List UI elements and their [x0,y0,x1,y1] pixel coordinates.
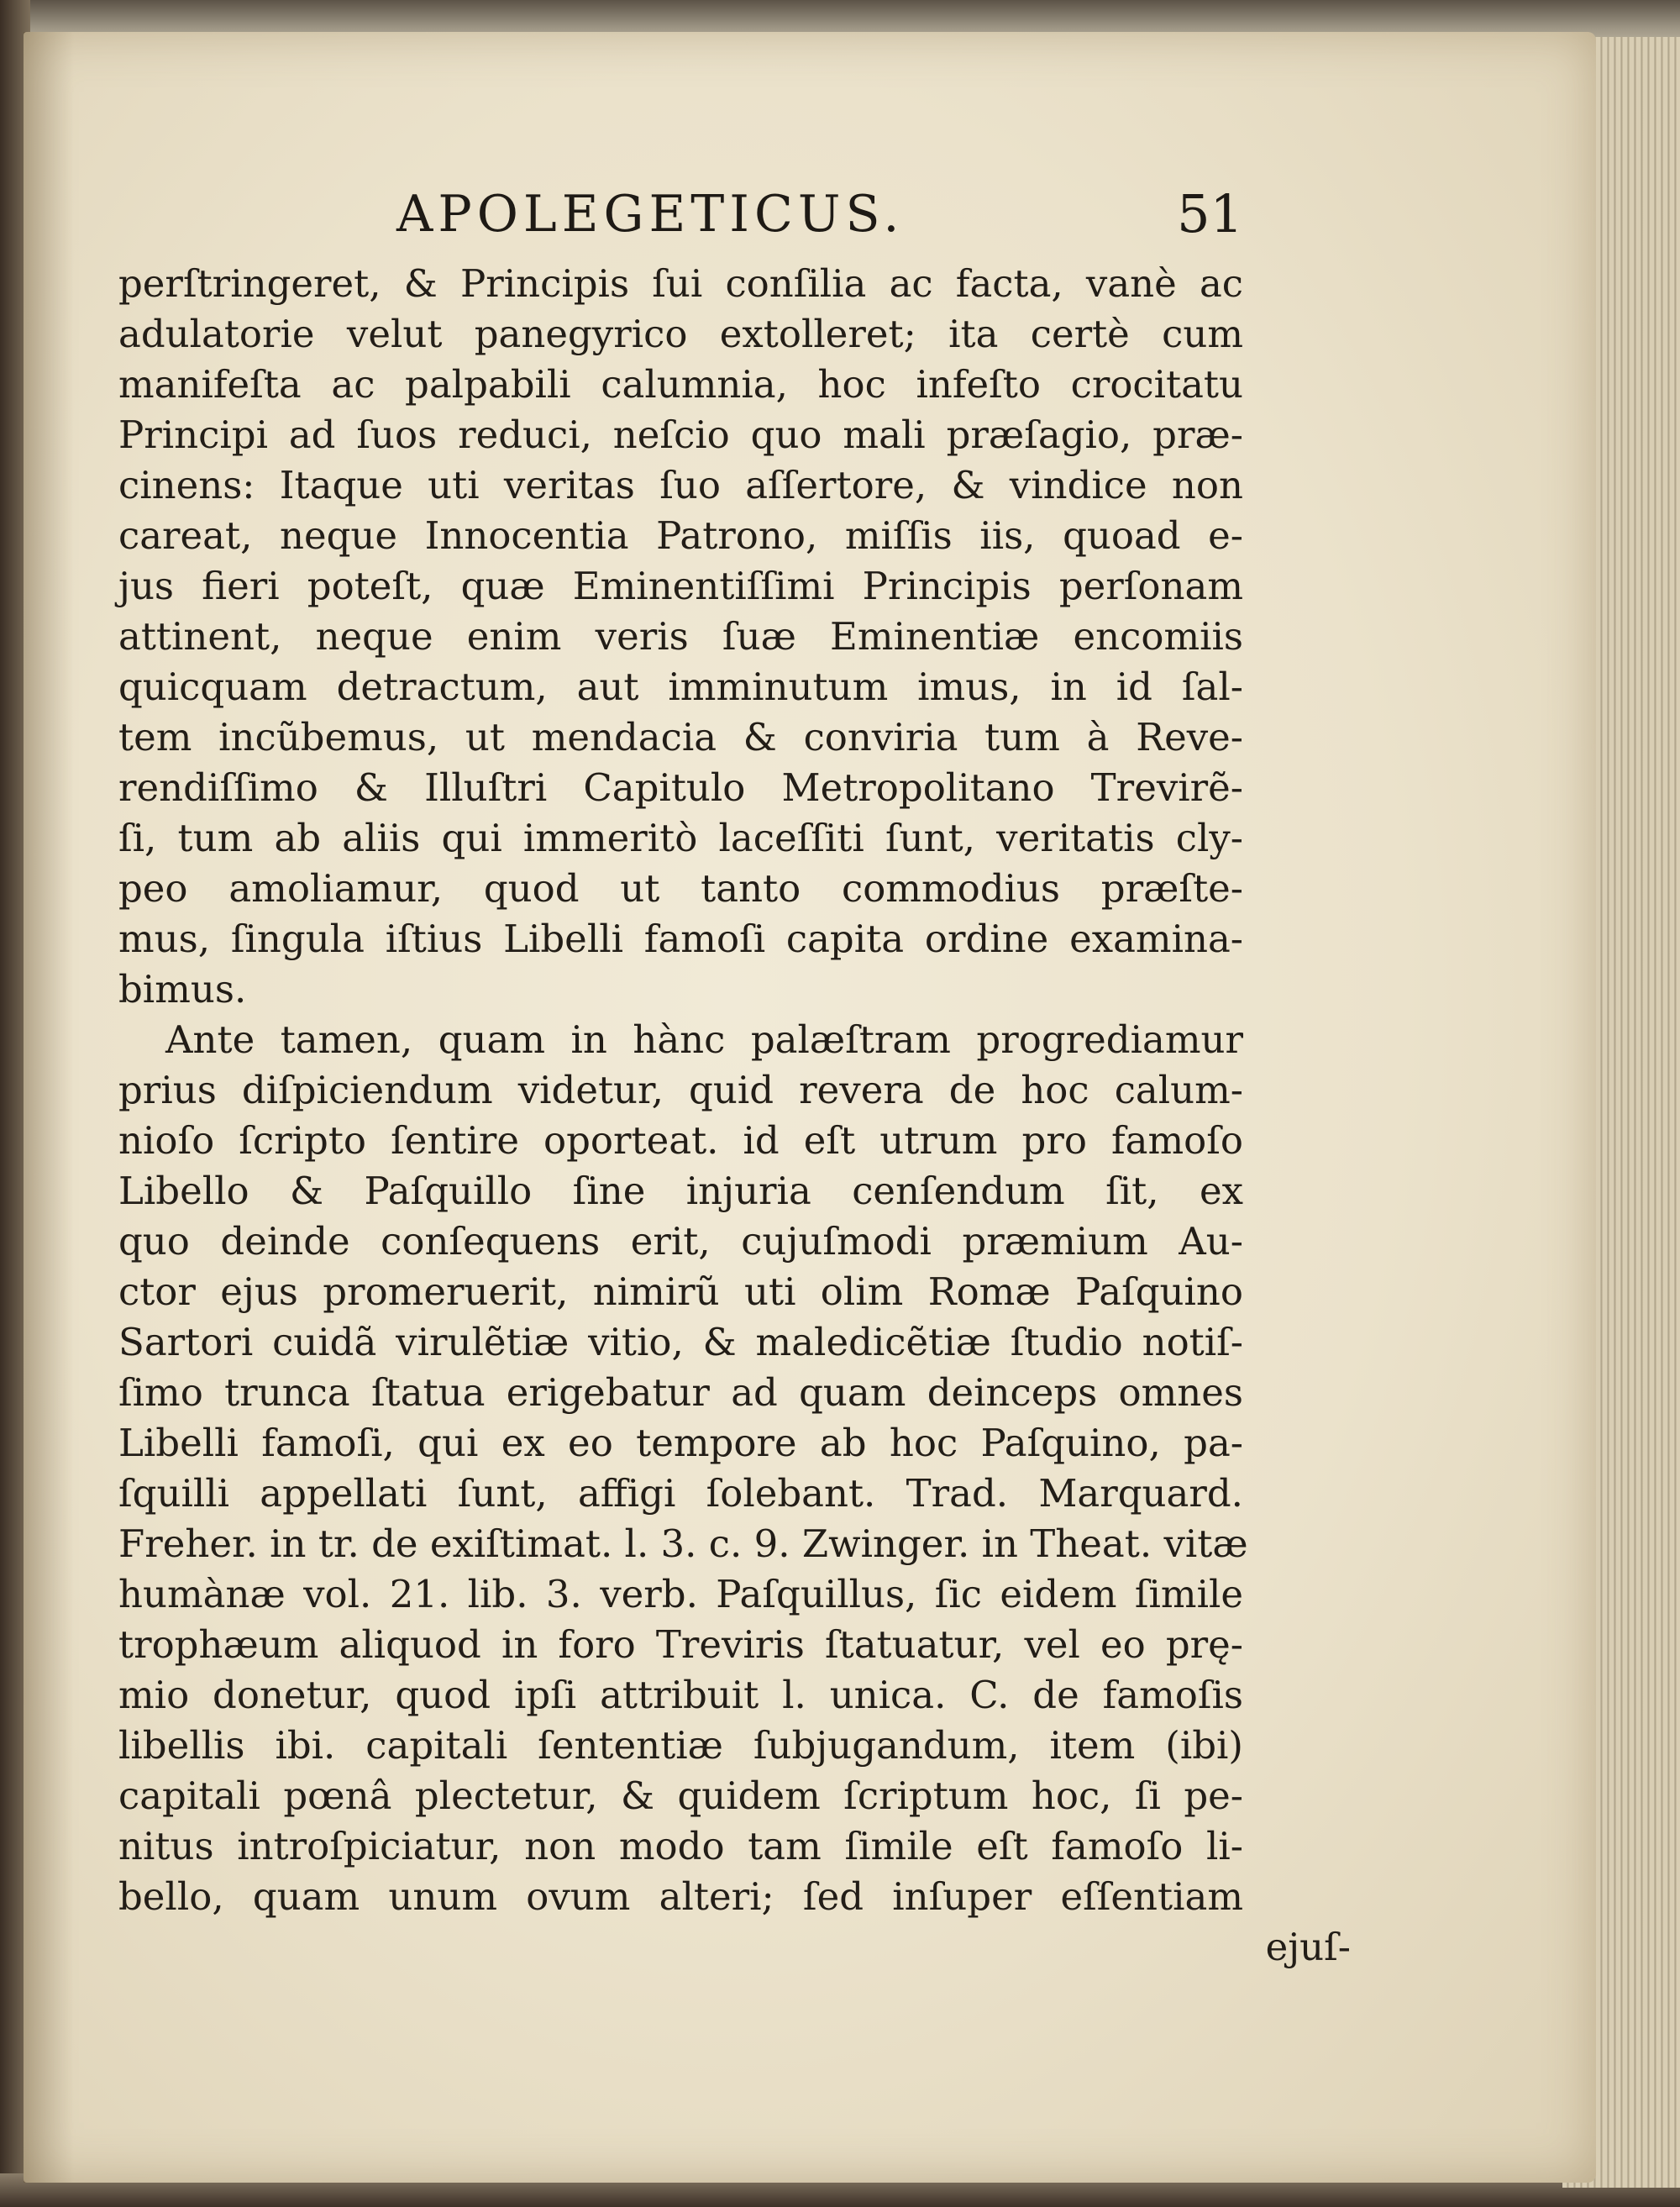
text-line: rendiſſimo & Illuſtri Capitulo Metropolitano Trevirẽ- [118,765,1243,810]
text-line: quicquam detractum, aut imminutum imus, in id ſal- [118,665,1243,709]
text-line: nioſo ſcripto ſentire oporteat. id eſt utrum pro famoſo [118,1118,1243,1163]
text-line: manifeſta ac palpabili calumnia, hoc infeſto crocitatu [118,362,1243,407]
text-line: ctor ejus promeruerit, nimirũ uti olim Romæ Paſquino [118,1269,1243,1314]
text-line: humànæ vol. 21. lib. 3. verb. Paſquillus, ſic eidem ſimile [118,1572,1243,1616]
text-line: attinent, neque enim veris ſuæ Eminentiæ encomiis [118,614,1243,659]
text-line: libellis ibi. capitali ſententiæ ſubjugandum, item (ibi) [118,1723,1243,1768]
page-number: 51 [1177,183,1243,244]
text-line: ſquilli appellati ſunt, affigi ſolebant. Trad. Marquard. [118,1471,1243,1516]
text-line: capitali pœnâ plectetur, & quidem ſcriptum hoc, ſi pe- [118,1773,1243,1818]
text-line: bello, quam unum ovum alteri; ſed inſuper eſſentiam [118,1874,1243,1919]
page-header [396,181,1243,248]
text-line: prius diſpiciendum videtur, quid revera de hoc calum- [118,1068,1243,1112]
text-line: Ante tamen, quam in hànc palæſtram progrediamur [165,1017,1243,1062]
running-head: APOLEGETICUS. [396,185,905,244]
text-line: quo deinde conſequens erit, cujuſmodi præmium Au- [118,1219,1243,1264]
text-line: ſi, tum ab aliis qui immeritò laceſſiti ſunt, veritatis cly- [118,816,1243,860]
text-line: Freher. in tr. de exiſtimat. l. 3. c. 9. Zwinger. in Theat. vitæ [118,1521,1248,1566]
text-line: Principi ad ſuos reduci, neſcio quo mali præſagio, præ- [118,412,1243,457]
text-line: mus, ſingula iſtius Libelli famoſi capita ordine examina- [118,917,1243,961]
text-line: adulatorie velut panegyrico extolleret; ita certè cum [118,312,1243,356]
text-line: Libello & Paſquillo ſine injuria cenſendum ſit, ex [118,1169,1243,1213]
catchword: ejuſ- [1265,1925,1351,1969]
text-line: ſimo trunca ſtatua erigebatur ad quam deinceps omnes [118,1370,1243,1415]
text-line: perſtringeret, & Principis ſui conſilia ac facta, vanè ac [118,261,1243,306]
text-line: mio donetur, quod ipſi attribuit l. unica. C. de famoſis [118,1673,1243,1717]
body-text [118,259,1248,1922]
text-line: jus fieri poteſt, quæ Eminentiſſimi Principis perſonam [118,564,1243,608]
text-line: tem incũbemus, ut mendacia & conviria tum à Reve- [118,715,1243,759]
text-line: trophæum aliquod in foro Treviris ſtatuatur, vel eo prę- [118,1622,1243,1667]
text-line: nitus introſpiciatur, non modo tam ſimile eſt famoſo li- [118,1824,1243,1868]
text-line: Sartori cuidã virulẽtiæ vitio, & maledicẽtiæ ſtudio notiſ- [118,1320,1243,1364]
text-line: Libelli famoſi, qui ex eo tempore ab hoc Paſquino, pa- [118,1421,1243,1465]
text-line: cinens: Itaque uti veritas ſuo aſſertore, & vindice non [118,463,1243,507]
text-line: bimus. [118,967,247,1012]
text-line: peo amoliamur, quod ut tanto commodius præſte- [118,866,1243,911]
text-line: careat, neque Innocentia Patrono, miſſis iis, quoad e- [118,513,1243,558]
page-gutter-shadow [24,32,74,2183]
